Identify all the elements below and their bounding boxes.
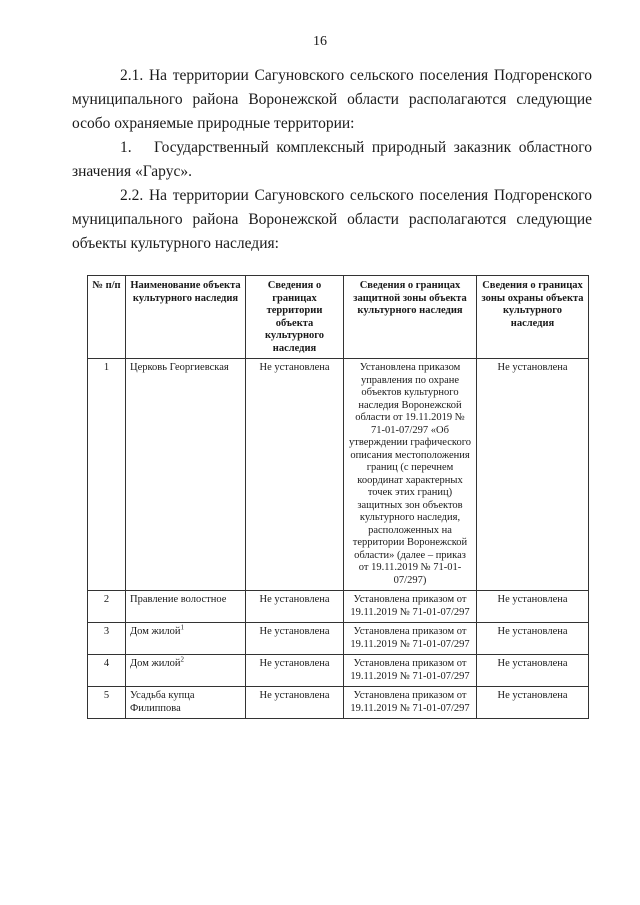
footnote-mark: 1: [180, 623, 184, 632]
header-num: № п/п: [88, 276, 126, 359]
cell-num: 3: [88, 623, 126, 655]
cell-zone: Не установлена: [477, 687, 589, 719]
cell-zone: Не установлена: [477, 655, 589, 687]
cell-num: 1: [88, 359, 126, 591]
table-header-row: [88, 276, 589, 359]
cell-territory: Не установлена: [246, 655, 344, 687]
cell-protection: Установлена приказом от 19.11.2019 № 71-01-07/297: [344, 655, 477, 687]
paragraph-2-1: 2.1. На территории Сагуновского сельского поселения Подгоренского муниципального района Воронежской области располагаются следующие особо охраняемые природные территории:: [72, 67, 592, 132]
paragraph-2-2: 2.2. На территории Сагуновского сельского поселения Подгоренского муниципального района Воронежской области располагаются следующие объекты культурного наследия:: [72, 187, 592, 252]
list-item-number: 1.: [120, 139, 132, 156]
cell-territory: Не установлена: [246, 359, 344, 591]
header-guard-zone: Сведения о границах зоны охраны объекта культурного наследия: [477, 276, 589, 359]
cell-name: Правление волостное: [126, 591, 246, 623]
cell-protection: Установлена приказом управления по охране объектов культурного наследия Воронежской области от 19.11.2019 № 71-01-07/297 «Об утверждении графического описания местоположения границ (с перечнем координат характерных точек этих границ) защитных зон объектов культурного наследия, расположенных на территории Воронежской области» (далее – приказ от 19.11.2019 № 71-01-07/297): [344, 359, 477, 591]
cell-territory: Не установлена: [246, 591, 344, 623]
cell-name: Дом жилой$^1$: [126, 623, 246, 655]
cell-protection: Установлена приказом от 19.11.2019 № 71-01-07/297: [344, 687, 477, 719]
table-row: [88, 359, 589, 591]
cell-name: Усадьба купца Филиппова: [126, 687, 246, 719]
table-row: [88, 655, 589, 687]
cell-name: Церковь Георгиевская: [126, 359, 246, 591]
cell-zone: Не установлена: [477, 359, 589, 591]
list-item-1: [72, 136, 592, 184]
table-row: [88, 623, 589, 655]
cell-territory: Не установлена: [246, 623, 344, 655]
list-item-text: Государственный комплексный природный заказник областного значения «Гарус».: [72, 139, 592, 180]
header-protection-zone: Сведения о границах защитной зоны объекта культурного наследия: [344, 276, 477, 359]
cell-protection: Установлена приказом от 19.11.2019 № 71-01-07/297: [344, 623, 477, 655]
cell-territory: Не установлена: [246, 687, 344, 719]
table-row: [88, 591, 589, 623]
footnote-mark: 2: [180, 655, 184, 664]
heritage-table: [87, 275, 589, 719]
cell-num: 2: [88, 591, 126, 623]
cell-num: 4: [88, 655, 126, 687]
table-row: [88, 687, 589, 719]
header-territory: Сведения о границах территории объекта культурного наследия: [246, 276, 344, 359]
cell-zone: Не установлена: [477, 623, 589, 655]
page-number: 16: [313, 34, 327, 49]
cell-name: Дом жилой$^2$: [126, 655, 246, 687]
header-name: Наименование объекта культурного наследия: [126, 276, 246, 359]
cell-protection: Установлена приказом от 19.11.2019 № 71-01-07/297: [344, 591, 477, 623]
body-text: [72, 64, 592, 256]
cell-num: 5: [88, 687, 126, 719]
cell-zone: Не установлена: [477, 591, 589, 623]
